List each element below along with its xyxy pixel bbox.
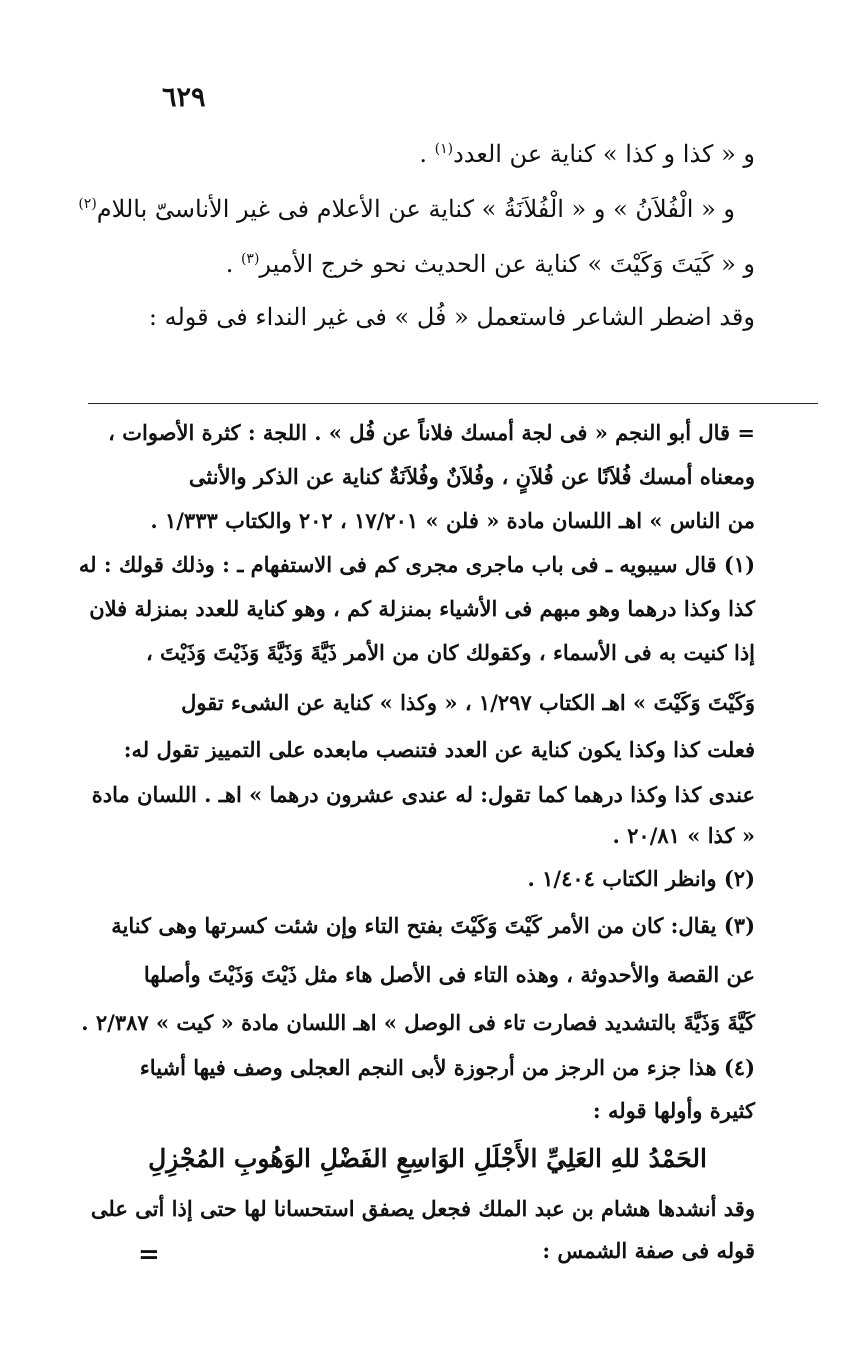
footnote-line-13: عن القصة والأحدوثة ، وهذه التاء فى الأصل هاء مثل ذَيْتَ وَذَيْتَ وأصلها [143, 962, 755, 987]
main-line-3-end: . [225, 250, 241, 278]
main-line-2 [70, 195, 735, 223]
footnote-line-18: قوله فى صفة الشمس : [542, 1238, 755, 1263]
footnote-line-5: كذا وكذا درهما وهو مبهم فى الأشياء بمنزلة كم ، وهو كناية للعدد بمنزلة فلان [89, 596, 755, 621]
footnote-ref-3: (٣) [240, 251, 260, 267]
footnote-line-10: « كذا » ٢٠/٨١ . [612, 823, 755, 848]
main-line-4: وقد اضطر الشاعر فاستعمل « فُل » فى غير النداء فى قوله : [148, 303, 755, 331]
main-line-1 [100, 140, 755, 168]
footnote-line-1: = قال أبو النجم « فى لجة أمسك فلاناً عن فُل » . اللجة : كثرة الأصوات ، [108, 420, 755, 445]
main-line-3 [100, 250, 755, 278]
footnote-line-6: إذا كنيت به فى الأسماء ، وكقولك كان من الأمر ذَيَّةَ وَذَيَّةَ وَذَيْتَ وَذَيْتَ ، [145, 640, 755, 665]
footnote-verse: الحَمْدُ للهِ العَلِيِّ الأَجْلَلِ الوَاسِعِ الفَضْلِ الوَهُوبِ المُجْزِلِ [148, 1144, 707, 1173]
footnote-line-8: فعلت كذا وكذا يكون كناية عن العدد فتنصب مابعده على التمييز تقول له: [123, 737, 755, 762]
footnote-line-12: (٣) يقال: كان من الأمر كَيْتَ وَكَيْتَ بفتح التاء وإن شئت كسرتها وهى كناية [111, 913, 755, 938]
footnote-line-14: كَيَّةَ وَذَيَّةَ بالتشديد فصارت تاء فى الوصل » اهـ اللسان مادة « كيت » ٢/٣٨٧ . [81, 1010, 755, 1035]
footnote-line-3: من الناس » اهـ اللسان مادة « فلن » ١٧/٢٠١ ، ٢٠٢ والكتاب ١/٣٣٣ . [150, 508, 755, 533]
footnote-line-2: ومعناه أمسك فُلاَنًا عن فُلاَنٍ ، وفُلاَنٌ وفُلاَنَةٌ كناية عن الذكر والأنثى [188, 464, 755, 489]
footnote-line-4: (١) قال سيبويه ـ فى باب ماجرى مجرى كم فى الاستفهام ـ : وذلك قولك : له [78, 552, 755, 577]
footnote-ref-1: (١) [434, 141, 454, 157]
footnote-line-15: (٤) هذا جزء من الرجز من أرجوزة لأبى النجم العجلى وصف فيها أشياء [139, 1055, 755, 1080]
main-line-1-end: . [419, 140, 435, 168]
footnote-line-9: عندى كذا وكذا درهما كما تقول: له عندى عشرون درهما » اهـ . اللسان مادة [91, 782, 755, 807]
main-line-3-text: و « كَيَتَ وَكَيْتَ » كناية عن الحديث نحو خرج الأمير [259, 250, 755, 278]
main-line-1-text: و « كذا و كذا » كناية عن العدد [453, 140, 755, 168]
continuation-mark: = [138, 1240, 160, 1270]
footnote-divider [88, 403, 818, 404]
main-line-2-text: و « الْفُلاَنُ » و « الْفُلاَنَةُ » كناية عن الأعلام فى غير الأناسىّ باللام [96, 195, 735, 223]
footnote-line-11: (٢) وانظر الكتاب ١/٤٠٤ . [527, 866, 755, 891]
footnote-ref-2: (٢) [78, 196, 97, 212]
page-number: ٦٢٩ [162, 82, 206, 113]
footnote-line-16: كثيرة وأولها قوله : [592, 1098, 755, 1123]
footnote-line-17: وقد أنشدها هشام بن عبد الملك فجعل يصفق استحسانا لها حتى إذا أتى على [90, 1196, 755, 1221]
footnote-line-7: وَكَيْتَ وَكَيْتَ » اهـ الكتاب ١/٢٩٧ ، « وكذا » كناية عن الشىء تقول [181, 690, 755, 715]
